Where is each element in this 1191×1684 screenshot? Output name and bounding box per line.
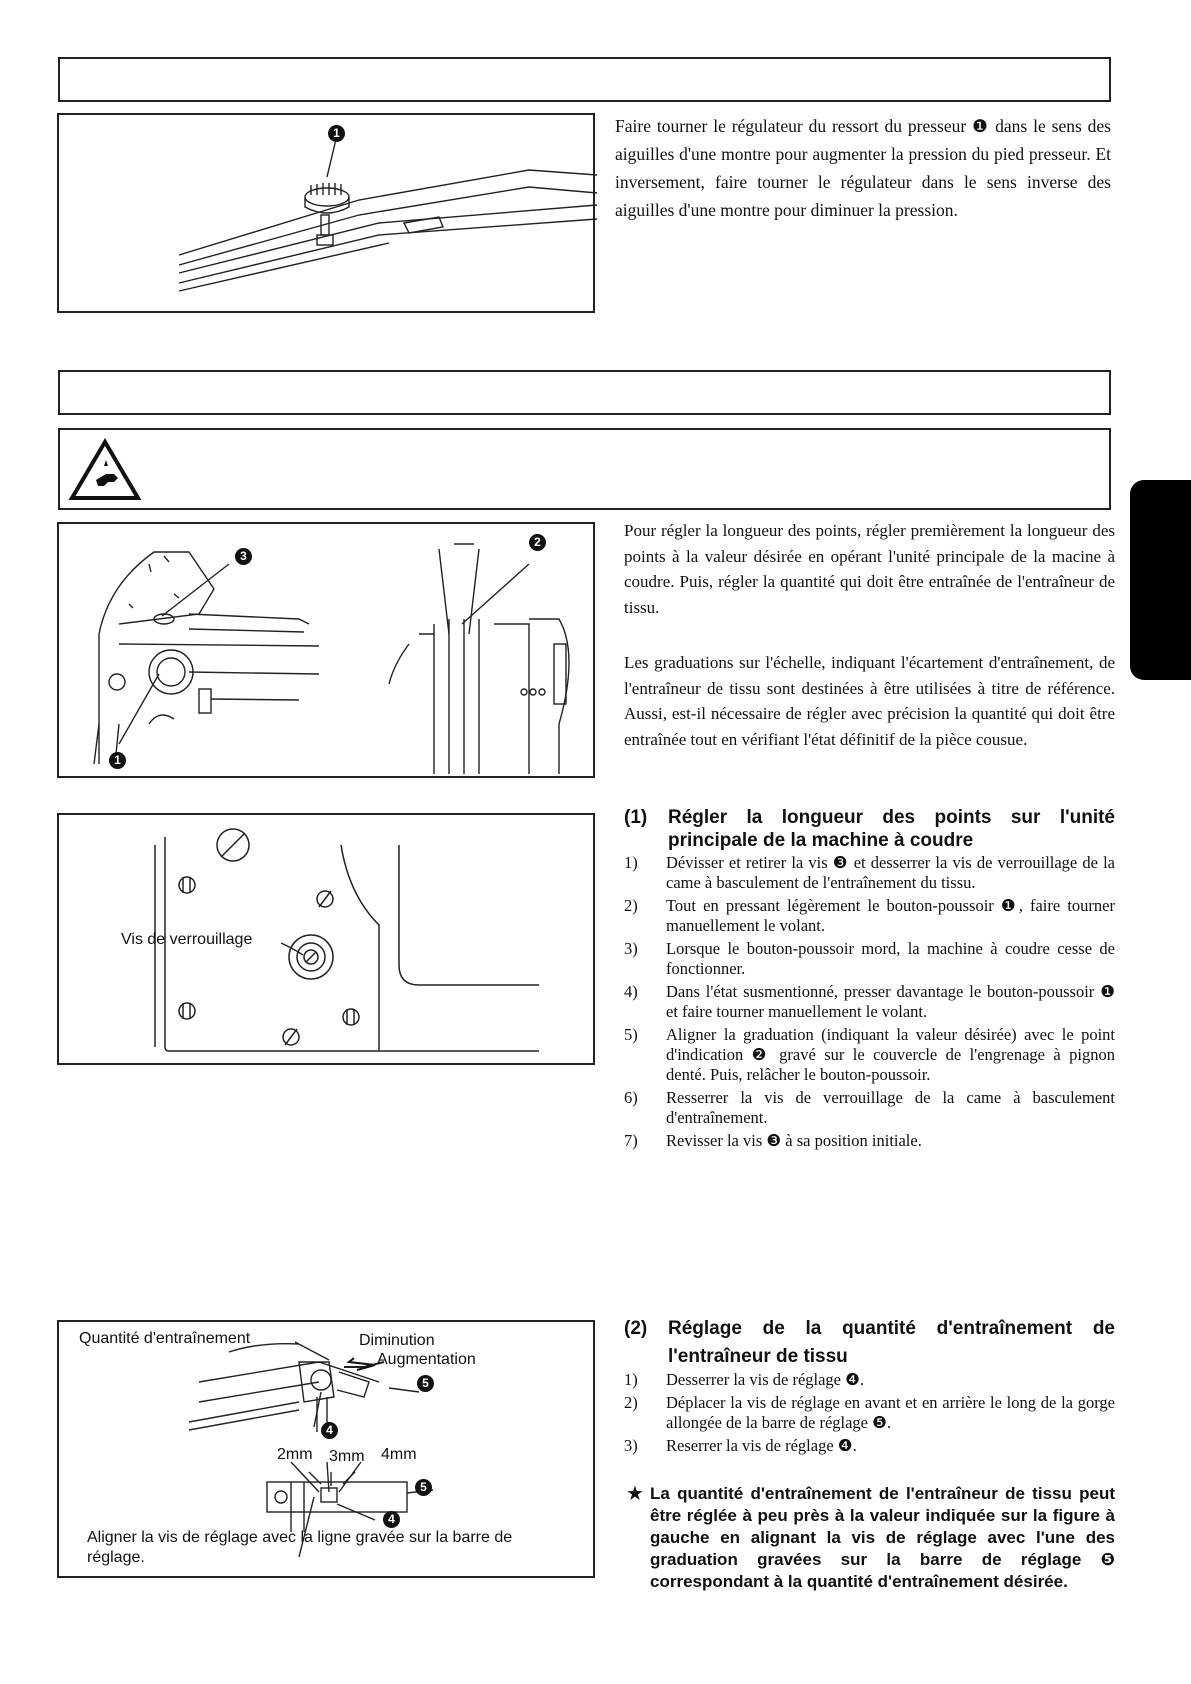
section2-title-bar [58,370,1111,415]
feed-note-text: La quantité d'entraînement de l'entraîneur de tissu peut être réglée à peu près à la valeur indiquée sur la figure à gauche en alignant la vis de réglage avec l'une des graduation gravées sur la barre de réglage ❺ correspondant à la quantité d'entraînement désirée. [650,1484,1115,1591]
sub2-step: 2) Déplacer la vis de réglage en avant et en arrière le long de la gorge allongée de la barre de réglage ❺. [624,1393,1115,1432]
callout-3-badge: 3 [235,548,252,565]
sub1-heading [624,806,1115,852]
sub2-step: 3) Reserrer la vis de réglage ❹. [624,1436,857,1455]
stitch-length-drawing [59,524,597,780]
hand-caution-icon [60,430,150,510]
sub1-number: (1) [624,807,648,828]
scale-3mm: 3mm [329,1448,365,1465]
callout-1-badge: 1 [328,125,345,142]
section1-title-bar [58,57,1111,102]
sub2-step: 1) Desserrer la vis de réglage ❹. [624,1370,865,1389]
star-icon: ★ [626,1483,644,1505]
lock-screw-figure [57,813,595,1065]
sub2-steps [624,1370,1115,1459]
scale-2mm: 2mm [277,1446,313,1463]
sub1-title: Régler la longueur des points sur l'unité principale de la machine à coudre [668,807,1115,851]
sub1-step: 3) Lorsque le bouton-poussoir mord, la machine à coudre cesse de fonctionner. [624,939,1115,978]
chapter-side-tab [1130,480,1191,680]
sub1-step: 7) Revisser la vis ❸ à sa position initiale. [624,1131,922,1150]
sub1-step: 2) Tout en pressant légèrement le bouton-poussoir ❶, faire tourner manuellement le volant. [624,896,1115,935]
feed-decrease-label: Diminution [359,1332,435,1349]
lock-screw-label: Vis de verrouillage [121,931,253,948]
sub2-heading [624,1315,1115,1371]
callout-1-badge: 1 [109,752,126,769]
stitch-length-paragraph-2: Les graduations sur l'échelle, indiquant l'écartement d'entraînement, de l'entraîneur de tissu sont destinées à être utilisées à titre de référence. Aussi, est-il nécessaire de régler avec précision la quantité qui doit être entraînée tout en vérifiant l'état définitif de la pièce cousue. [624,653,1115,749]
sub2-title: Réglage de la quantité d'entraînement de l'entraîneur de tissu [668,1318,1115,1367]
callout-5-badge: 5 [415,1479,432,1496]
sub1-step: 6) Resserrer la vis de verrouillage de la came à basculement d'entraînement. [624,1088,1115,1127]
sub1-step: 5) Aligner la graduation (indiquant la valeur désirée) avec le point d'indication ❷ gravé sur le couvercle de l'engrenage à pignon denté. Puis, relâcher le bouton-poussoir. [624,1025,1115,1084]
sub1-step: 4) Dans l'état susmentionné, presser davantage le bouton-poussoir ❶ et faire tourner manuellement le volant. [624,982,1115,1021]
callout-5-badge: 5 [417,1375,434,1392]
scale-4mm: 4mm [381,1446,417,1463]
sub1-steps [624,853,1115,1154]
sub1-step: 1) Dévisser et retirer la vis ❸ et desserrer la vis de verrouillage de la came à basculement de l'entraînement du tissu. [624,853,1115,892]
presser-spring-paragraph: Faire tourner le régulateur du ressort du presseur ❶ dans le sens des aiguilles d'une montre pour augmenter la pression du pied presseur. Et inversement, faire tourner le régulateur dans le sens inverse des aiguilles d'une montre pour diminuer la pression. [615,116,1111,220]
stitch-length-paragraph-1: Pour régler la longueur des points, régler premièrement la longueur des points à la valeur désirée en opérant l'unité principale de la macine à coudre. Puis, régler la quantité qui doit être entraînée de l'entraîneur de tissu. [624,521,1115,617]
callout-4-badge: 4 [321,1422,338,1439]
presser-spring-drawing [59,115,597,315]
stitch-length-figure [57,522,595,778]
feed-increase-label: Augmentation [377,1351,476,1368]
presser-spring-figure [57,113,595,313]
callout-4-badge: 4 [383,1511,400,1528]
sub2-number: (2) [624,1318,648,1339]
feed-note [624,1483,1115,1593]
feed-caption: Aligner la vis de réglage avec la ligne gravée sur la barre de réglage. [87,1529,513,1566]
feed-quantity-label: Quantité d'entraînement [79,1330,251,1347]
callout-2-badge: 2 [529,534,546,551]
warning-box [58,428,1111,510]
feed-amount-figure [57,1320,595,1578]
